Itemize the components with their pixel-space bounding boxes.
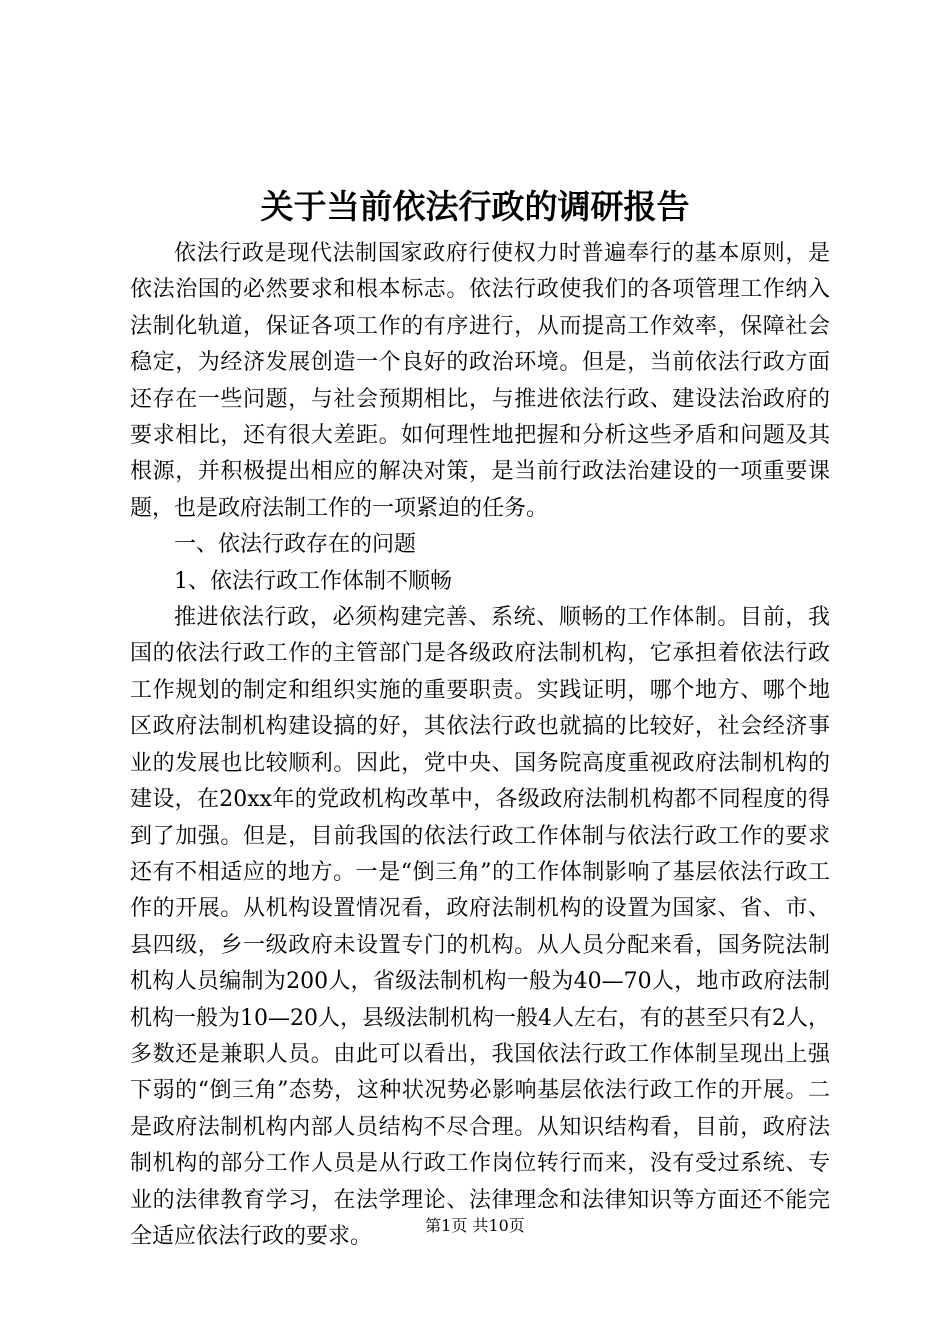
paragraph-work-system: 推进依法行政，必须构建完善、系统、顺畅的工作体制。目前，我国的依法行政工作的主管部门是各级政府法制机构，它承担着依法行政工作规划的制定和组织实施的重要职责。实践证明，哪个地方、哪个地区政府法制机构建设搞的好，其依法行政也就搞的比较好，社会经济事业的发展也比较顺利。因此，党中央、国务院高度重视政府法制机构的建设，在20xx年的党政机构改革中，各级政府法制机构都不同程度的得到了加强。但是，目前我国的依法行政工作体制与依法行政工作的要求还有不相适应的地方。一是“倒三角”的工作体制影响了基层依法行政工作的开展。从机构设置情况看，政府法制机构的设置为国家、省、市、县四级，乡一级政府未设置专门的机构。从人员分配来看，国务院法制机构人员编制为200人，省级法制机构一般为40—70人，地市政府法制机构一般为10—20人，县级法制机构一般4人左右，有的甚至只有2人，多数还是兼职人员。由此可以看出，我国依法行政工作体制呈现出上强下弱的“倒三角”态势，这种状况势必影响基层依法行政工作的开展。二是政府法制机构内部人员结构不尽合理。从知识结构看，目前，政府法制机构的部分工作人员是从行政工作岗位转行而来，没有受过系统、专业的法律教育学习，在法学理论、法律理念和法律知识等方面还不能完全适应依法行政的要求。 xyxy=(130,605,830,1249)
paragraph-intro: 依法行政是现代法制国家政府行使权力时普遍奉行的基本原则，是依法治国的必然要求和根本标志。依法行政使我们的各项管理工作纳入法制化轨道，保证各项工作的有序进行，从而提高工作效率，保障社会稳定，为经济发展创造一个良好的政治环境。但是，当前依法行政方面还存在一些问题，与社会预期相比，与推进依法行政、建设法治政府的要求相比，还有很大差距。如何理性地把握和分析这些矛盾和问题及其根源，并积极提出相应的解决对策，是当前行政法治建设的一项重要课题，也是政府法制工作的一项紧迫的任务。 xyxy=(130,241,830,521)
document-title: 关于当前依法行政的调研报告 xyxy=(260,187,690,226)
subsection-heading-1: 1、依法行政工作体制不顺畅 xyxy=(174,568,452,594)
page-number: 第1页 共10页 xyxy=(425,1216,525,1235)
section-heading-1: 一、依法行政存在的问题 xyxy=(174,532,417,558)
document-body xyxy=(130,236,830,1255)
